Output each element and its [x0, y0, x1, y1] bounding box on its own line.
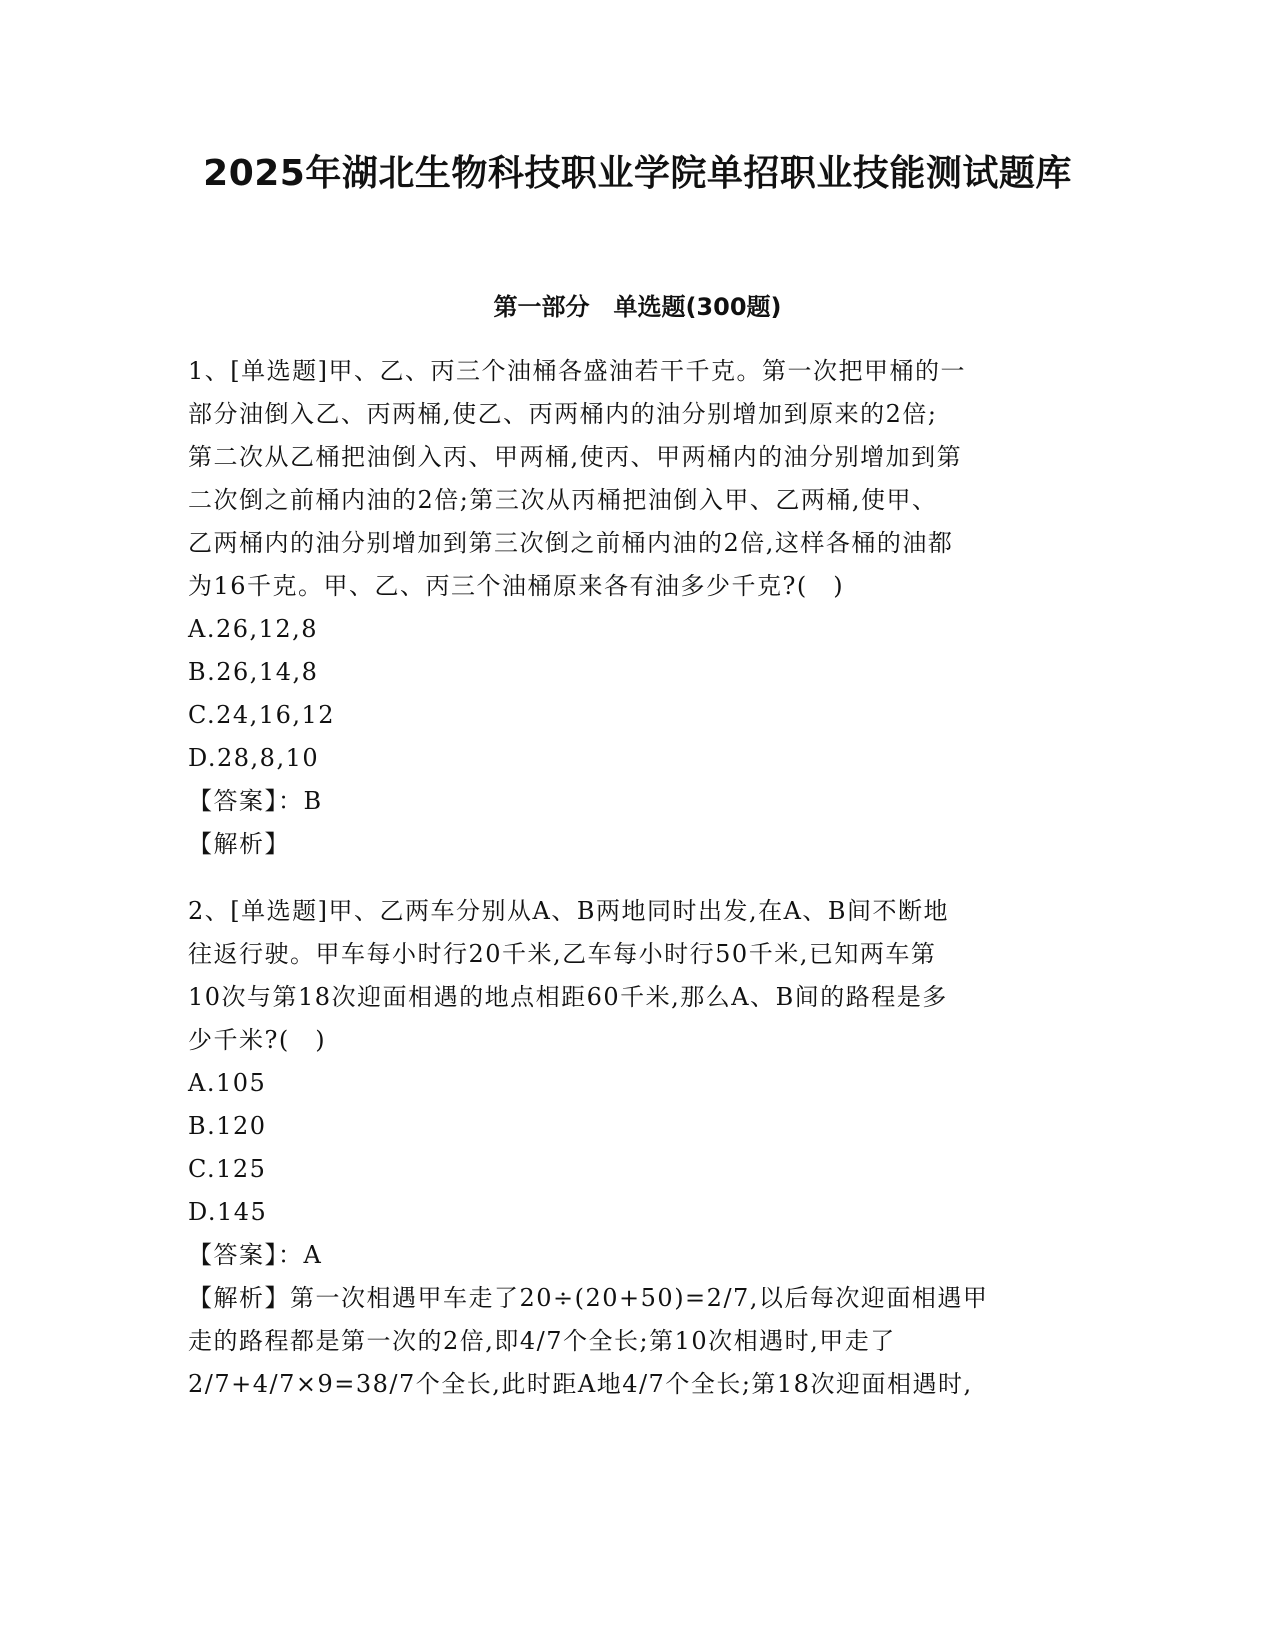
option-a: A.26,12,8 — [188, 615, 319, 643]
option-d: D.28,8,10 — [188, 744, 320, 772]
option-b: B.26,14,8 — [188, 658, 319, 686]
document-title: 2025年湖北生物科技职业学院单招职业技能测试题库 — [203, 153, 1072, 194]
question-stem-line: 少千米?( ) — [188, 1026, 327, 1054]
question-stem-line: 部分油倒入乙、丙两桶,使乙、丙两桶内的油分别增加到原来的2倍; — [188, 400, 938, 428]
question-stem-line: 1、[单选题]甲、乙、丙三个油桶各盛油若干千克。第一次把甲桶的一 — [188, 357, 966, 385]
analysis-line: 2/7+4/7×9=38/7个全长,此时距A地4/7个全长;第18次迎面相遇时, — [188, 1370, 973, 1398]
question-stem-line: 二次倒之前桶内油的2倍;第三次从丙桶把油倒入甲、乙两桶,使甲、 — [188, 486, 938, 514]
analysis-line: 【解析】 — [188, 830, 290, 858]
question-stem-line: 10次与第18次迎面相遇的地点相距60千米,那么A、B间的路程是多 — [188, 983, 948, 1011]
option-b: B.120 — [188, 1112, 267, 1140]
question-1 — [188, 350, 1088, 866]
option-c: C.24,16,12 — [188, 701, 336, 729]
answer-line: 【答案】：B — [188, 787, 323, 815]
question-stem-line: 往返行驶。甲车每小时行20千米,乙车每小时行50千米,已知两车第 — [188, 940, 937, 968]
question-stem-line: 乙两桶内的油分别增加到第三次倒之前桶内油的2倍,这样各桶的油都 — [188, 529, 954, 557]
question-stem-line: 第二次从乙桶把油倒入丙、甲两桶,使丙、甲两桶内的油分别增加到第 — [188, 443, 963, 471]
section-title: 第一部分 单选题(300题) — [493, 293, 782, 321]
answer-line: 【答案】：A — [188, 1241, 323, 1269]
question-stem-line: 为16千克。甲、乙、丙三个油桶原来各有油多少千克?( ) — [188, 572, 845, 600]
option-d: D.145 — [188, 1198, 268, 1226]
option-c: C.125 — [188, 1155, 267, 1183]
analysis-line: 【解析】第一次相遇甲车走了20÷(20+50)=2/7,以后每次迎面相遇甲 — [188, 1284, 989, 1312]
question-2 — [188, 890, 1088, 1406]
analysis-line: 走的路程都是第一次的2倍,即4/7个全长;第10次相遇时,甲走了 — [188, 1327, 896, 1355]
option-a: A.105 — [188, 1069, 267, 1097]
question-stem-line: 2、[单选题]甲、乙两车分别从A、B两地同时出发,在A、B间不断地 — [188, 897, 950, 925]
